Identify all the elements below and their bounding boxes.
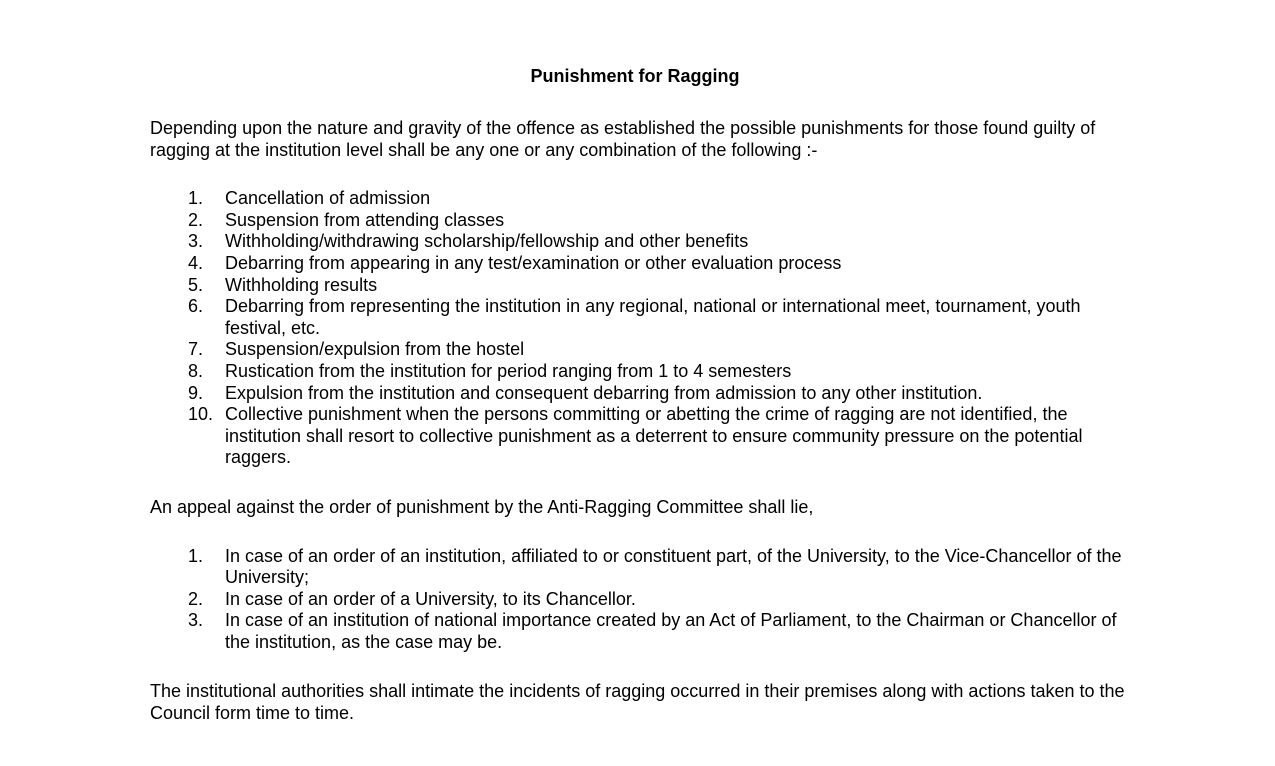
punishments-list <box>150 188 1130 469</box>
list-item <box>150 231 1130 253</box>
item-text: Suspension from attending classes <box>225 209 505 230</box>
list-item <box>150 188 1130 210</box>
list-item <box>150 296 1130 339</box>
item-number: 3. <box>188 610 204 631</box>
item-number: 7. <box>188 339 204 360</box>
item-text: Debarring from appearing in any test/examination or other evaluation process <box>225 252 842 273</box>
intro-paragraph: Depending upon the nature and gravity of the offence as established the possible punishments for those found guilty of ragging at the institution level shall be any one or any combination of the following :- <box>150 118 1096 160</box>
item-text: In case of an institution of national importance created by an Act of Parliament, to the Chairman or Chancellor of the institution, as the case may be. <box>225 610 1117 652</box>
item-number: 5. <box>188 274 204 295</box>
list-item <box>150 253 1130 275</box>
item-text: Withholding results <box>225 274 378 295</box>
item-number: 1. <box>188 188 204 209</box>
list-item <box>150 404 1130 469</box>
list-item <box>150 589 1130 611</box>
item-text: Rustication from the institution for period ranging from 1 to 4 semesters <box>225 360 792 381</box>
item-text: Cancellation of admission <box>225 188 431 209</box>
item-text: In case of an order of a University, to its Chancellor. <box>225 588 636 609</box>
document-title: Punishment for Ragging <box>530 66 740 86</box>
item-text: Withholding/withdrawing scholarship/fellowship and other benefits <box>225 231 749 252</box>
item-text: Suspension/expulsion from the hostel <box>225 339 525 360</box>
appeal-paragraph: An appeal against the order of punishment by the Anti-Ragging Committee shall lie, <box>150 496 814 517</box>
list-item <box>150 275 1130 297</box>
item-number: 2. <box>188 588 204 609</box>
item-text: Expulsion from the institution and consequent debarring from admission to any other institution. <box>225 382 983 403</box>
item-number: 6. <box>188 296 204 317</box>
item-text: Collective punishment when the persons committing or abetting the crime of ragging are not identified, the institution shall resort to collective punishment as a deterrent to ensure community pressure on the potential raggers. <box>225 404 1083 468</box>
document-page <box>150 66 1130 725</box>
list-item <box>150 383 1130 405</box>
list-item <box>150 361 1130 383</box>
item-number: 9. <box>188 382 204 403</box>
list-item <box>150 546 1130 589</box>
appeals-list <box>150 546 1130 654</box>
item-number: 1. <box>188 545 204 566</box>
list-item <box>150 339 1130 361</box>
item-text: In case of an order of an institution, affiliated to or constituent part, of the University, to the Vice-Chancellor of the University; <box>225 545 1122 588</box>
closing-paragraph: The institutional authorities shall intimate the incidents of ragging occurred in their premises along with actions taken to the Council form time to time. <box>150 681 1125 724</box>
item-number: 2. <box>188 209 204 230</box>
item-text: Debarring from representing the institution in any regional, national or international meet, tournament, youth festival, etc. <box>225 296 1081 338</box>
item-number: 3. <box>188 231 204 252</box>
item-number: 4. <box>188 252 204 273</box>
item-number: 10. <box>188 404 214 425</box>
item-number: 8. <box>188 360 204 381</box>
list-item <box>150 610 1130 653</box>
list-item <box>150 210 1130 232</box>
